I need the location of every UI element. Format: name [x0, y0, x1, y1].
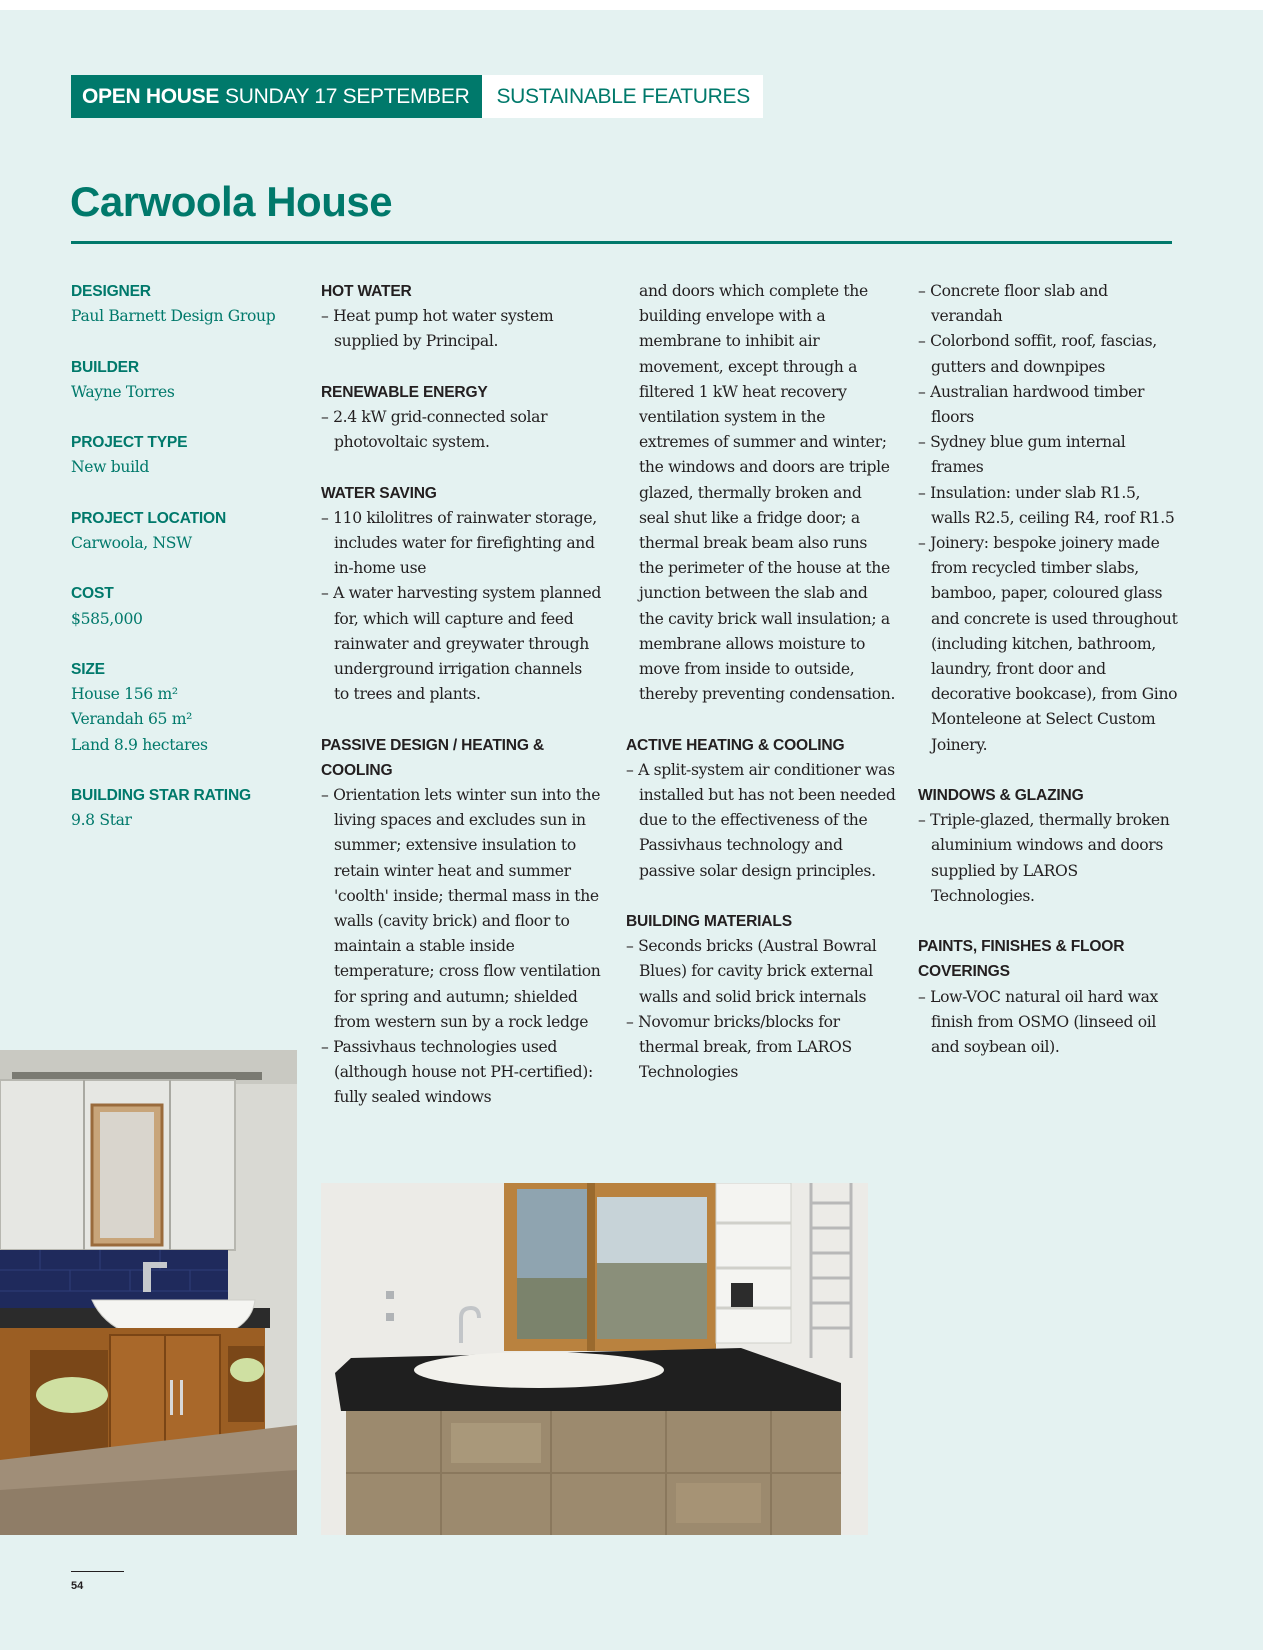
- detail-builder: [71, 355, 306, 405]
- list-item: – A water harvesting system planned for, which will capture and feed rainwater and greywater through underground irrigation channels to trees and plants.: [321, 581, 601, 707]
- detail-label: PROJECT LOCATION: [71, 509, 227, 527]
- page-title: Carwoola House: [70, 178, 393, 225]
- detail-label: SIZE: [71, 660, 105, 678]
- hot-water-list: [321, 304, 601, 354]
- detail-value: Carwoola, NSW: [71, 533, 192, 552]
- section-heading: PASSIVE DESIGN / HEATING & COOLING: [321, 736, 544, 779]
- open-house-label: OPEN HOUSE: [82, 84, 220, 108]
- section-heading: WINDOWS & GLAZING: [918, 787, 1084, 805]
- list-item: – Seconds bricks (Austral Bowral Blues) for cavity brick external walls and solid brick internals: [626, 934, 896, 1010]
- water-saving-list: [321, 506, 601, 708]
- list-item: – Triple-glazed, thermally broken aluminium windows and doors supplied by LAROS Technologies.: [918, 808, 1180, 909]
- detail-value: Land 8.9 hectares: [71, 735, 208, 754]
- passive-design-list: [321, 783, 601, 1111]
- list-item: – A split-system air conditioner was installed but has not been needed due to the effectiveness of the Passivhaus technology and passive solar design principles.: [626, 758, 896, 884]
- title-divider: [71, 241, 1172, 244]
- list-item: – 2.4 kW grid-connected solar photovoltaic system.: [321, 405, 601, 455]
- section-heading: RENEWABLE ENERGY: [321, 383, 488, 401]
- detail-label: COST: [71, 585, 114, 603]
- section-heading: PAINTS, FINISHES & FLOOR COVERINGS: [918, 938, 1125, 981]
- paints-finishes-list: [918, 985, 1180, 1061]
- list-item: – Novomur bricks/blocks for thermal break, from LAROS Technologies: [626, 1010, 896, 1086]
- list-item: – 110 kilolitres of rainwater storage, includes water for firefighting and in-home use: [321, 506, 601, 582]
- footer-rule: [71, 1571, 124, 1572]
- list-item: – Sydney blue gum internal frames: [918, 430, 1180, 480]
- detail-value: Wayne Torres: [71, 382, 175, 401]
- passive-design-continuation: and doors which complete the building envelope with a membrane to inhibit air movement, except through a filtered 1 kW heat recovery ventilation system in the extremes of summer and winter; the windows and doors are triple glazed, thermally broken and seal shut like a fridge door; a thermal break beam also runs the perimeter of the house at the junction between the slab and the cavity brick wall insulation; a membrane allows moisture to move from inside to outside, thereby preventing condensation.: [639, 282, 896, 704]
- section-heading: ACTIVE HEATING & COOLING: [626, 736, 845, 754]
- list-item: – Australian hardwood timber floors: [918, 380, 1180, 430]
- detail-label: BUILDING STAR RATING: [71, 786, 251, 804]
- building-materials-list-continued: [918, 279, 1180, 758]
- section-heading: HOT WATER: [321, 283, 412, 300]
- detail-project-type: [71, 430, 306, 480]
- detail-size: [71, 657, 306, 758]
- detail-value: Verandah 65 m²: [71, 710, 193, 729]
- page-number: 54: [71, 1580, 84, 1592]
- list-item: – Joinery: bespoke joinery made from recycled timber slabs, bamboo, paper, coloured glass and concrete is used throughout (including kitchen, bathroom, laundry, front door and decorative bookcase), from Gino Monteleone at Select Custom Joinery.: [918, 531, 1180, 758]
- detail-value: 9.8 Star: [71, 811, 132, 830]
- detail-label: DESIGNER: [71, 283, 151, 300]
- detail-star-rating: [71, 783, 306, 833]
- detail-value: $585,000: [71, 609, 143, 628]
- features-column-1: [321, 279, 601, 1111]
- detail-label: BUILDER: [71, 358, 139, 376]
- section-label: SUSTAINABLE FEATURES: [482, 75, 762, 118]
- windows-glazing-list: [918, 808, 1180, 909]
- open-house-date: SUNDAY 17 SEPTEMBER: [225, 84, 470, 108]
- building-materials-list: [626, 934, 896, 1085]
- list-item: – Orientation lets winter sun into the living spaces and excludes sun in summer; extensive insulation to retain winter heat and summer 'coolth' inside; thermal mass in the walls (cavity brick) and floor to maintain a stable inside temperature; cross flow ventilation for spring and autumn; shielded from western sun by a rock ledge: [321, 783, 601, 1035]
- list-item: – Passivhaus technologies used (although house not PH-certified): fully sealed windows: [321, 1035, 601, 1111]
- list-item: – Concrete floor slab and verandah: [918, 279, 1180, 329]
- vanity-photo: [0, 1050, 297, 1535]
- list-item: – Colorbond soffit, roof, fascias, gutters and downpipes: [918, 329, 1180, 379]
- section-tag: [71, 75, 763, 118]
- features-column-3: [918, 279, 1180, 1060]
- features-column-2: [626, 279, 896, 1085]
- list-item: – Heat pump hot water system supplied by Principal.: [321, 304, 601, 354]
- list-item: – Insulation: under slab R1.5, walls R2.5, ceiling R4, roof R1.5: [918, 481, 1180, 531]
- active-heating-list: [626, 758, 896, 884]
- section-heading: BUILDING MATERIALS: [626, 913, 792, 931]
- project-details: [71, 279, 306, 833]
- detail-value: New build: [71, 458, 150, 477]
- detail-value: House 156 m²: [71, 685, 178, 704]
- detail-cost: [71, 581, 306, 631]
- detail-label: PROJECT TYPE: [71, 434, 188, 452]
- top-margin: [0, 0, 1275, 10]
- right-margin: [1263, 0, 1275, 1650]
- detail-project-location: [71, 506, 306, 556]
- renewable-energy-list: [321, 405, 601, 455]
- detail-value: Paul Barnett Design Group: [71, 307, 276, 326]
- section-heading: WATER SAVING: [321, 484, 437, 502]
- open-house-tag: [71, 75, 482, 118]
- list-item: – Low-VOC natural oil hard wax finish from OSMO (linseed oil and soybean oil).: [918, 985, 1180, 1061]
- bathtub-photo: [321, 1183, 868, 1535]
- detail-designer: [71, 279, 306, 329]
